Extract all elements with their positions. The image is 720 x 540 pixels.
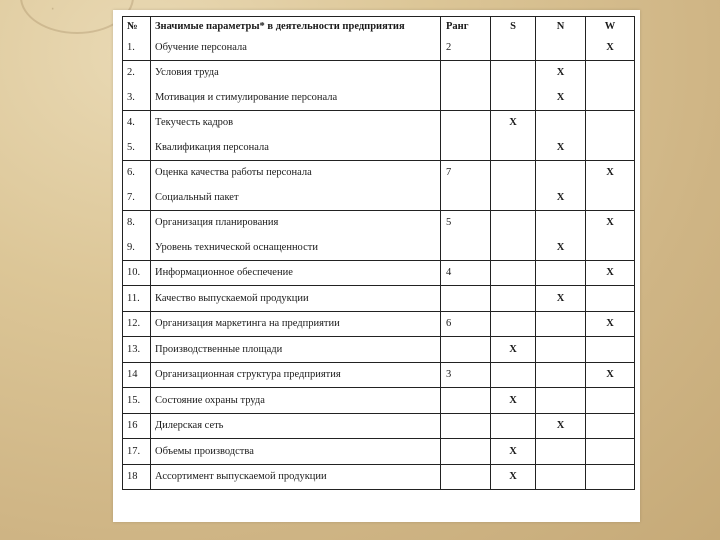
row-rank: 5 [441,210,491,235]
row-parameter-name: Информационное обеспечение [151,260,441,286]
row-number: 17. [123,439,151,465]
row-parameter-name: Организационная структура предприятия [151,362,441,388]
table-row [123,60,635,85]
row-rank [441,60,491,85]
row-parameter-name: Условия труда [151,60,441,85]
row-rank [441,185,491,210]
row-number: 13. [123,337,151,363]
row-strength-mark [491,362,536,388]
row-neutral-mark: X [536,60,586,85]
background-decor: · [50,0,56,17]
row-weakness-mark [586,60,635,85]
row-weakness-mark: X [586,311,635,337]
table-row [123,185,635,210]
row-weakness-mark [586,388,635,414]
row-number: 8. [123,210,151,235]
row-weakness-mark: X [586,35,635,60]
table-row [123,110,635,135]
row-rank: 7 [441,160,491,185]
row-rank: 3 [441,362,491,388]
row-parameter-name: Организация маркетинга на предприятии [151,311,441,337]
table-row [123,464,635,490]
row-neutral-mark: X [536,135,586,160]
row-weakness-mark [586,235,635,260]
row-neutral-mark [536,160,586,185]
table-row [123,362,635,388]
header-num: № [123,17,151,36]
row-strength-mark [491,260,536,286]
table-row [123,85,635,110]
row-rank: 4 [441,260,491,286]
row-number: 5. [123,135,151,160]
row-neutral-mark [536,362,586,388]
table-row [123,160,635,185]
row-weakness-mark [586,413,635,439]
row-weakness-mark: X [586,362,635,388]
table-row [123,35,635,60]
row-number: 14 [123,362,151,388]
row-rank [441,235,491,260]
row-neutral-mark: X [536,413,586,439]
row-parameter-name: Квалификация персонала [151,135,441,160]
row-parameter-name: Производственные площади [151,337,441,363]
row-weakness-mark [586,85,635,110]
row-number: 15. [123,388,151,414]
table-row [123,260,635,286]
row-strength-mark [491,135,536,160]
row-number: 1. [123,35,151,60]
row-number: 10. [123,260,151,286]
row-rank [441,464,491,490]
row-neutral-mark [536,35,586,60]
row-strength-mark: X [491,337,536,363]
row-number: 7. [123,185,151,210]
row-number: 6. [123,160,151,185]
row-number: 11. [123,286,151,312]
header-n: N [536,17,586,36]
row-number: 9. [123,235,151,260]
table-row [123,235,635,260]
row-rank [441,388,491,414]
row-weakness-mark [586,185,635,210]
row-weakness-mark [586,439,635,465]
row-weakness-mark [586,286,635,312]
row-number: 3. [123,85,151,110]
row-strength-mark [491,311,536,337]
swot-parameters-table [122,16,635,490]
row-strength-mark [491,60,536,85]
row-parameter-name: Уровень технической оснащенности [151,235,441,260]
row-parameter-name: Качество выпускаемой продукции [151,286,441,312]
row-rank [441,337,491,363]
document-page [113,10,640,522]
row-weakness-mark [586,337,635,363]
row-neutral-mark [536,337,586,363]
row-number: 16 [123,413,151,439]
row-parameter-name: Объемы производства [151,439,441,465]
row-strength-mark: X [491,464,536,490]
row-parameter-name: Социальный пакет [151,185,441,210]
header-name: Значимые параметры* в деятельности предприятия [151,17,441,36]
row-weakness-mark [586,135,635,160]
row-rank [441,286,491,312]
row-rank [441,110,491,135]
row-neutral-mark [536,439,586,465]
row-parameter-name: Оценка качества работы персонала [151,160,441,185]
table-row [123,439,635,465]
row-strength-mark [491,286,536,312]
row-neutral-mark [536,311,586,337]
row-rank [441,439,491,465]
row-rank [441,135,491,160]
row-number: 4. [123,110,151,135]
row-parameter-name: Мотивация и стимулирование персонала [151,85,441,110]
table-row [123,337,635,363]
row-number: 12. [123,311,151,337]
row-neutral-mark [536,110,586,135]
row-rank [441,413,491,439]
row-neutral-mark: X [536,286,586,312]
table-row [123,135,635,160]
header-s: S [491,17,536,36]
row-strength-mark: X [491,110,536,135]
row-neutral-mark: X [536,185,586,210]
row-rank [441,85,491,110]
row-rank: 2 [441,35,491,60]
row-neutral-mark [536,388,586,414]
row-weakness-mark: X [586,210,635,235]
row-number: 18 [123,464,151,490]
row-parameter-name: Обучение персонала [151,35,441,60]
header-w: W [586,17,635,36]
row-parameter-name: Ассортимент выпускаемой продукции [151,464,441,490]
row-neutral-mark [536,260,586,286]
row-number: 2. [123,60,151,85]
row-rank: 6 [441,311,491,337]
table-header-row [123,17,635,36]
row-strength-mark [491,160,536,185]
row-neutral-mark [536,210,586,235]
table-row [123,413,635,439]
row-strength-mark [491,85,536,110]
row-strength-mark [491,185,536,210]
row-weakness-mark [586,110,635,135]
row-neutral-mark: X [536,235,586,260]
table-row [123,388,635,414]
row-strength-mark [491,210,536,235]
row-parameter-name: Состояние охраны труда [151,388,441,414]
row-strength-mark: X [491,439,536,465]
table-row [123,210,635,235]
row-neutral-mark [536,464,586,490]
row-weakness-mark [586,464,635,490]
row-neutral-mark: X [536,85,586,110]
row-weakness-mark: X [586,260,635,286]
row-weakness-mark: X [586,160,635,185]
row-strength-mark [491,235,536,260]
row-strength-mark [491,413,536,439]
row-strength-mark [491,35,536,60]
row-parameter-name: Дилерская сеть [151,413,441,439]
row-strength-mark: X [491,388,536,414]
table-row [123,311,635,337]
row-parameter-name: Текучесть кадров [151,110,441,135]
table-row [123,286,635,312]
header-rank: Ранг [441,17,491,36]
row-parameter-name: Организация планирования [151,210,441,235]
